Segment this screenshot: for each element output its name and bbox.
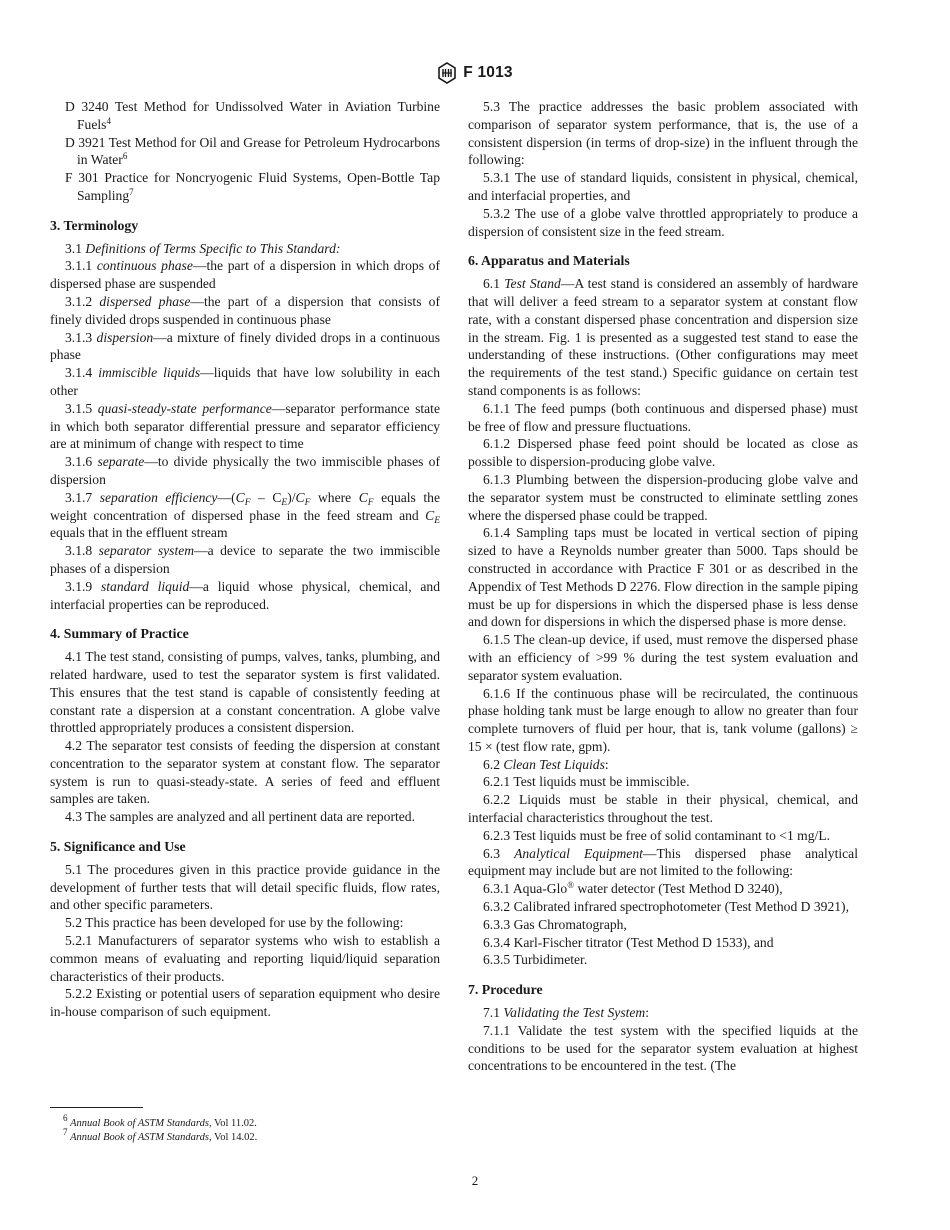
paragraph-6-1-3: 6.1.3 Plumbing between the dispersion-producing globe valve and the separator system must be constructed to eliminate settling zones where the dispersed phase could be trapped. (468, 471, 858, 523)
footnote-divider (50, 1107, 143, 1108)
designation: F 1013 (463, 64, 513, 81)
paragraph-5-3: 5.3 The practice addresses the basic problem associated with comparison of separator system performance, that is, the use of a consistent dispersion (in terms of drop-size) in the influent through the following: (468, 99, 858, 168)
paragraph-6-1: 6.1 Test Stand—A test stand is considered an assembly of hardware that will deliver a feed stream to a separator system at constant flow rate, with a constant dispersed phase concentration and dispersion size in the stream. Fig. 1 is presented as a suggested test stand to ease the understanding of these instructions. (Other configurations may meet the requirements of the test stand.) Specific guidance on certain test stand components is as follows: (468, 276, 859, 398)
section-heading-procedure: 7. Procedure (468, 982, 543, 998)
paragraph-6-1-5: 6.1.5 The clean-up device, if used, must remove the dispersed phase with an efficiency of >99 % during the test system evaluation and separator system evaluation. (468, 632, 858, 683)
page-number: 2 (471, 1173, 479, 1188)
footnotes (50, 1113, 450, 1144)
footnote-6: $^6$ Annual Book of ASTM Standards, Vol 11.02. (63, 1113, 257, 1129)
paragraph-6-1-1: 6.1.1 The feed pumps (both continuous and dispersed phase) must be free of flow and pressure fluctuations. (468, 400, 858, 434)
paragraph-5-2-1: 5.2.1 Manufacturers of separator systems who wish to establish a common means of evaluating and reporting liquid/liquid separation characteristics of their products. (50, 933, 440, 984)
paragraph-6-2-3: 6.2.3 Test liquids must be free of solid contaminant to <1 mg/L. (483, 827, 831, 843)
paragraph-3-1: 3.1 Definitions of Terms Specific to This Standard: (65, 240, 341, 256)
footnote-7: $^7$ Annual Book of ASTM Standards, Vol 14.02. (63, 1126, 258, 1143)
left-column (50, 98, 440, 1021)
definition-3-1-3: 3.1.3 dispersion—a mixture of finely divided drops in a continuous phase (50, 329, 440, 363)
paragraph-6-1-6: 6.1.6 If the continuous phase will be recirculated, the continuous phase holding tank must be large enough to allow no greater than four complete turnovers of fluid per hour, that is, tank volume (gallons) ≥ 15 × (test flow rate, gpm). (468, 685, 858, 754)
paragraph-5-2: 5.2 This practice has been developed for use by the following: (65, 915, 404, 931)
reference-d3240: D 3240 Test Method for Undissolved Water in Aviation Turbine Fuels$^4$ (65, 99, 440, 132)
paragraph-6-2-2: 6.2.2 Liquids must be stable in their physical, chemical, and interfacial characteristics throughout the test. (468, 792, 858, 826)
section-heading-apparatus: 6. Apparatus and Materials (468, 253, 630, 269)
definition-3-1-4: 3.1.4 immiscible liquids—liquids that have low solubility in each other (50, 365, 441, 398)
paragraph-5-3-2: 5.3.2 The use of a globe valve throttled appropriately to produce a dispersion of consistent size in the feed stream. (468, 205, 858, 239)
paragraph-6-3-1: 6.3.1 Aqua-Glo® water detector (Test Method D 3240), (483, 880, 783, 897)
paragraph-5-1: 5.1 The procedures given in this practice provide guidance in the development of further tests that will detail specific fluids, flow rates, and other specific parameters. (50, 861, 440, 913)
paragraph-5-2-2: 5.2.2 Existing or potential users of separation equipment who desire in-house comparison of such equipment. (50, 986, 440, 1020)
paragraph-4-1: 4.1 The test stand, consisting of pumps, valves, tanks, plumbing, and related hardware, used to test the separator system is first validated. This ensures that the test stand is capable of consistently feeding at constant rate a dispersion at a constant concentration. A globe valve throttled appropriately produces a consistent dispersion. (50, 649, 440, 736)
definition-3-1-8: 3.1.8 separator system—a device to separate the two immiscible phases of a dispersion (50, 543, 440, 576)
reference-f301: F 301 Practice for Noncryogenic Fluid Systems, Open-Bottle Tap Sampling$^7$ (65, 170, 440, 203)
section-heading-summary: 4. Summary of Practice (50, 626, 189, 642)
definition-3-1-9: 3.1.9 standard liquid—a liquid whose physical, chemical, and interfacial properties can be reproduced. (50, 578, 440, 612)
paragraph-6-3-3: 6.3.3 Gas Chromatograph, (483, 916, 627, 932)
definition-3-1-1: 3.1.1 continuous phase—the part of a dispersion in which drops of dispersed phase are suspended (50, 258, 440, 292)
section-heading-terminology: 3. Terminology (50, 217, 139, 233)
paragraph-7-1-1: 7.1.1 Validate the test system with the specified liquids at the conditions to be used for the separator system evaluation at highest concentrations to be encountered in the test. (The (468, 1022, 858, 1074)
paragraph-4-2: 4.2 The separator test consists of feeding the dispersion at constant concentration to the separator system at constant flow. The separator system is run to quasi-steady-state. A series of feed and effluent samples are taken. (50, 738, 440, 807)
paragraph-6-3: 6.3 Analytical Equipment—This dispersed phase analytical equipment may include but are not limited to the following: (468, 845, 858, 879)
definition-3-1-5: 3.1.5 quasi-steady-state performance—separator performance state in which both separator differential pressure and separator efficiency are at minimum of change with respect to time (50, 400, 440, 452)
paragraph-5-3-1: 5.3.1 The use of standard liquids, consistent in physical, chemical, and interfacial properties, and (468, 170, 858, 203)
definition-3-1-7: 3.1.7 separation $efficiency—(C_F - C_E)/C_F$ where $C_F$ equals the weight concentration of dispersed phase in the feed stream and $C_E$ equals that in the effluent stream (50, 489, 440, 541)
astm-logo-icon (437, 62, 457, 84)
paragraph-6-3-2: 6.3.2 Calibrated infrared spectrophotometer (Test Method D 3921), (483, 899, 849, 915)
section-heading-significance: 5. Significance and Use (50, 839, 186, 855)
definition-3-1-2: 3.1.2 dispersed phase—the part of a dispersion that consists of finely divided drops suspended in continuous phase (50, 293, 441, 327)
paragraph-6-3-5: 6.3.5 Turbidimeter. (483, 952, 588, 968)
paragraph-4-3: 4.3 The samples are analyzed and all pertinent data are reported. (65, 809, 416, 825)
reference-d3921: D 3921 Test Method for Oil and Grease for Petroleum Hydrocarbons in Water$^6$ (65, 134, 440, 168)
paragraph-6-1-4: 6.1.4 Sampling taps must be located in vertical section of piping sized to have a Reynolds number greater than 5000. Taps should be constructed in accordance with Practice F 301 or as described in the Appendix of Test Methods D 2276. Flow direction in the sample piping must be up for dispersions in which the dispersed phase is less dense and down for dispersions in which the dispersed phase is more dense. (468, 525, 858, 630)
right-column (468, 98, 858, 1075)
paragraph-6-2: 6.2 Clean Test Liquids: (483, 756, 609, 772)
paragraph-6-2-1: 6.2.1 Test liquids must be immiscible. (483, 774, 690, 790)
definition-3-1-6: 3.1.6 separate—to divide physically the two immiscible phases of dispersion (50, 454, 440, 487)
paragraph-7-1: 7.1 Validating the Test System: (483, 1005, 650, 1021)
page-header (0, 62, 950, 84)
paragraph-6-1-2: 6.1.2 Dispersed phase feed point should be located as close as possible to dispersion-producing globe valve. (468, 436, 858, 470)
paragraph-6-3-4: 6.3.4 Karl-Fischer titrator (Test Method D 1533), and (483, 934, 774, 950)
